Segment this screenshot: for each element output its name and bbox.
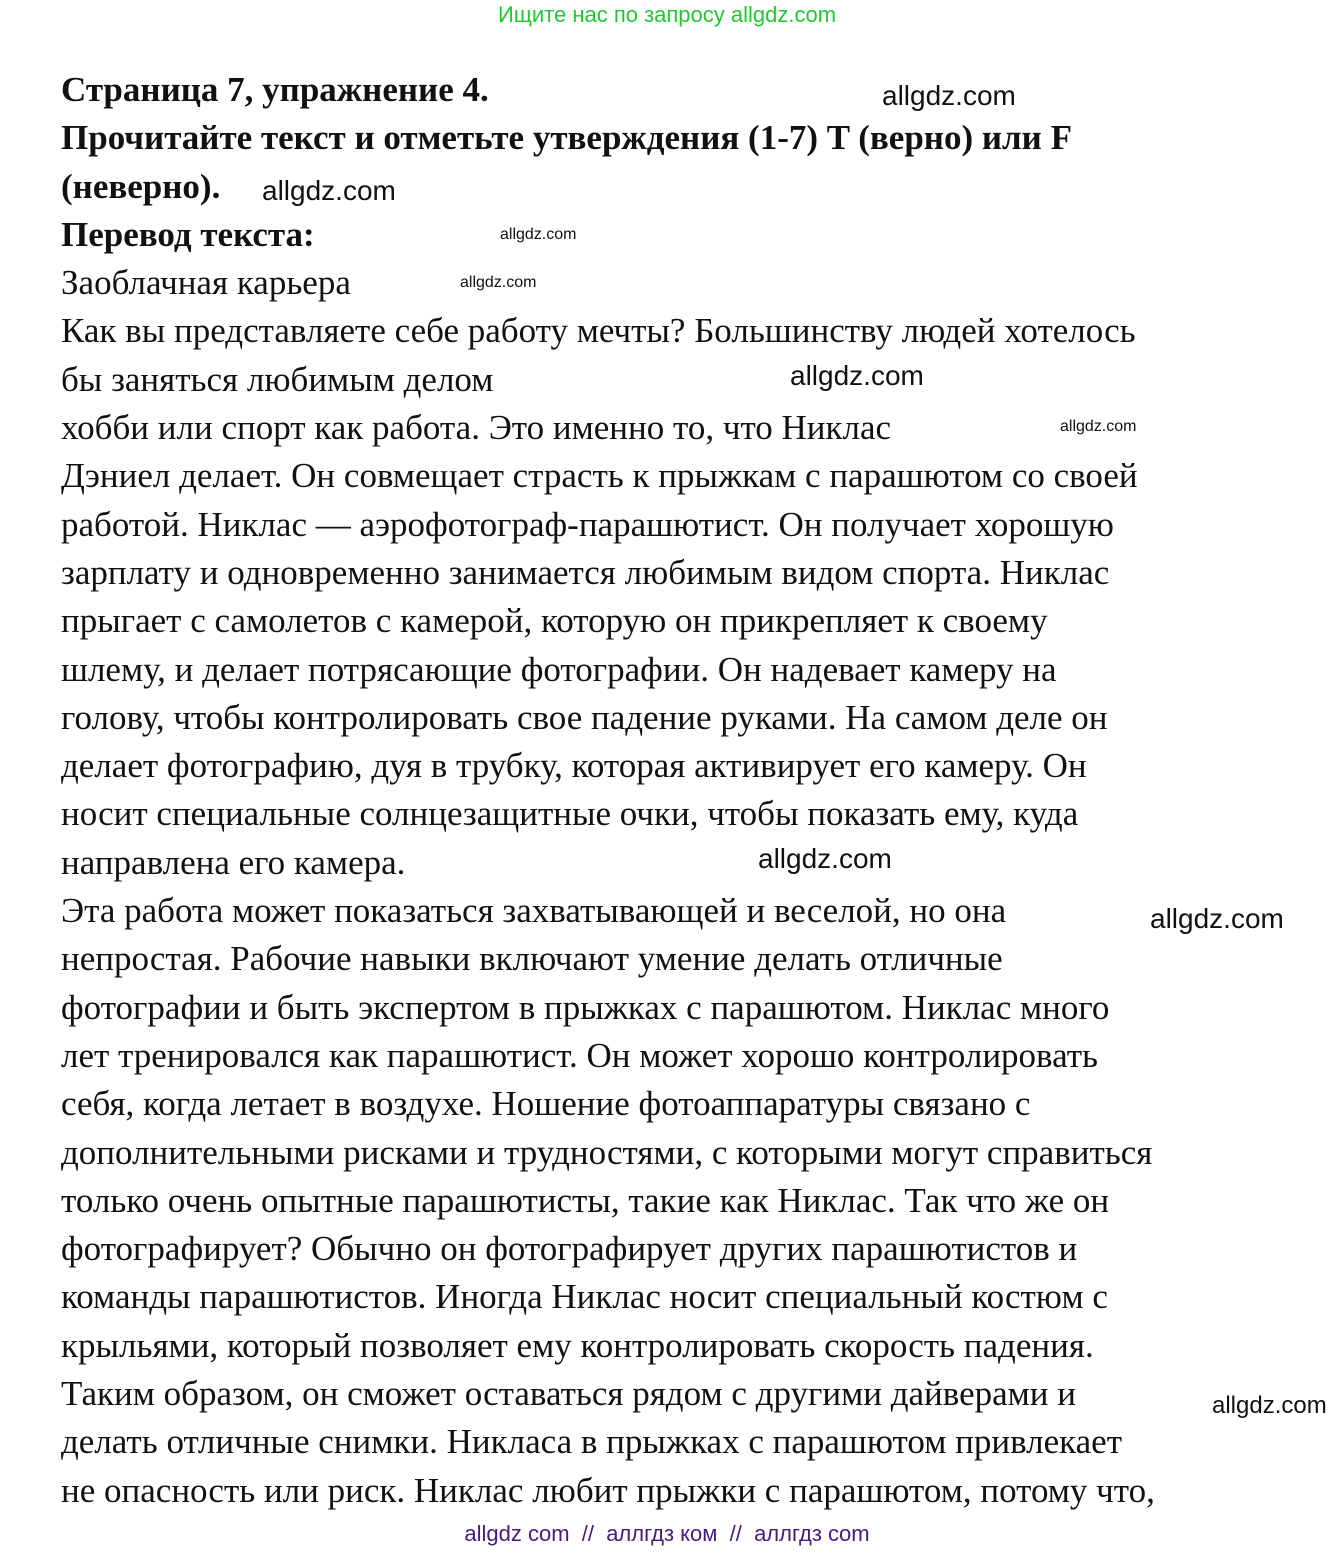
text-line: непростая. Рабочие навыки включают умение делать отличные xyxy=(61,939,1003,979)
text-line: фотографирует? Обычно он фотографирует других парашютистов и xyxy=(61,1229,1078,1269)
watermark: allgdz.com xyxy=(1212,1392,1327,1419)
watermark: allgdz.com xyxy=(460,274,537,291)
exercise-instruction: Прочитайте текст и отметьте утверждения (1-7) T (верно) или F xyxy=(61,118,1072,158)
text-line: крыльями, который позволяет ему контролировать скорость падения. xyxy=(61,1325,1094,1365)
exercise-instruction-cont: (неверно). xyxy=(61,166,221,206)
text-line: не опасность или риск. Никлас любит прыжки с парашютом, потому что, xyxy=(61,1470,1155,1510)
header-banner: Ищите нас по запросу allgdz.com xyxy=(497,2,837,27)
text-line: прыгает с самолетов с камерой, которую он прикрепляет к своему xyxy=(61,601,1048,641)
document-body xyxy=(61,66,1321,1515)
exercise-title: Страница 7, упражнение 4. xyxy=(61,70,489,109)
text-line: делать отличные снимки. Никласа в прыжках с парашютом привлекает xyxy=(61,1422,1122,1462)
watermark: allgdz.com xyxy=(500,226,577,243)
text-line: Заоблачная карьера xyxy=(61,263,351,303)
text-line: команды парашютистов. Иногда Никлас носит специальный костюм с xyxy=(61,1277,1108,1317)
translation-heading: Перевод текста: xyxy=(61,214,315,254)
text-line: дополнительными рисками и трудностями, с которыми могут справиться xyxy=(61,1132,1153,1172)
text-line: шлему, и делает потрясающие фотографии. Он надевает камеру на xyxy=(61,649,1057,689)
text-line: лет тренировался как парашютист. Он может хорошо контролировать xyxy=(61,1035,1099,1075)
watermark: allgdz.com xyxy=(1150,903,1284,934)
text-line: Таким образом, он сможет оставаться рядом с другими дайверами и xyxy=(61,1374,1077,1414)
text-line: направлена его камера. xyxy=(61,842,406,882)
watermark: allgdz.com xyxy=(882,80,1016,111)
text-line: голову, чтобы контролировать свое падение руками. На самом деле он xyxy=(61,697,1108,737)
text-line: носит специальные солнцезащитные очки, чтобы показать ему, куда xyxy=(61,794,1079,834)
watermark: allgdz.com xyxy=(1060,418,1137,435)
text-line: Как вы представляете себе работу мечты? Большинству людей хотелось xyxy=(61,311,1136,351)
footer-banner: allgdz com // аллгдз ком // аллгдз com xyxy=(464,1521,870,1546)
watermark: allgdz.com xyxy=(758,843,892,874)
text-line: Дэниел делает. Он совмещает страсть к прыжкам с парашютом со своей xyxy=(61,456,1138,496)
text-line: хобби или спорт как работа. Это именно то, что Никлас xyxy=(61,408,892,448)
watermark: allgdz.com xyxy=(790,360,924,391)
text-line: Эта работа может показаться захватывающей и веселой, но она xyxy=(61,891,1007,931)
text-line: себя, когда летает в воздухе. Ношение фотоаппаратуры связано с xyxy=(61,1084,1031,1124)
text-line: бы заняться любимым делом xyxy=(61,359,494,399)
text-line: фотографии и быть экспертом в прыжках с парашютом. Никлас много xyxy=(61,987,1110,1027)
text-line: делает фотографию, дуя в трубку, которая активирует его камеру. Он xyxy=(61,746,1087,786)
watermark: allgdz.com xyxy=(262,175,396,206)
text-line: только очень опытные парашютисты, такие как Никлас. Так что же он xyxy=(61,1180,1110,1220)
text-line: работой. Никлас — аэрофотограф-парашютист. Он получает хорошую xyxy=(61,504,1114,544)
text-line: зарплату и одновременно занимается любимым видом спорта. Никлас xyxy=(61,552,1110,592)
